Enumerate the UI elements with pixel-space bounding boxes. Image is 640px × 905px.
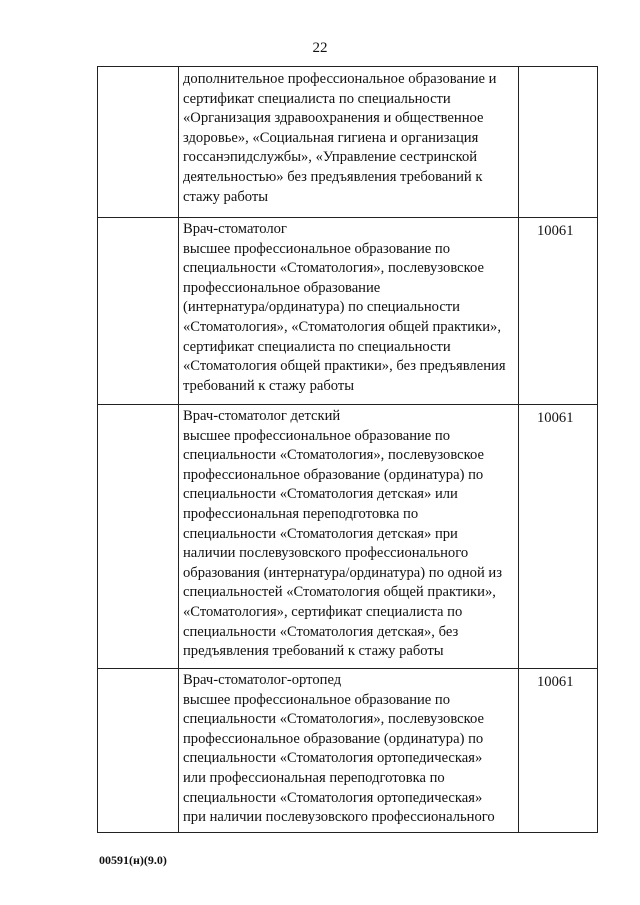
text-line: сертификат специалиста по специальности <box>183 338 451 355</box>
text-line: специальности «Стоматология», послевузовское <box>183 711 484 728</box>
empty-cell <box>98 669 179 833</box>
qualification-table <box>97 66 598 833</box>
text-line: дополнительное профессиональное образование и <box>183 71 497 87</box>
code-cell <box>519 218 598 405</box>
code-cell <box>519 67 598 218</box>
text-line: (интернатура/ординатура) по специальности <box>183 299 460 316</box>
text-line: «Стоматология общей практики», без предъявления <box>183 358 506 375</box>
table-row <box>98 67 598 218</box>
text-line: образования (интернатура/ординатура) по одной из <box>183 564 502 581</box>
empty-cell <box>98 405 179 669</box>
text-line: деятельностью» без предъявления требований к <box>183 168 483 185</box>
requirements-text <box>179 218 518 399</box>
position-code: 10061 <box>537 674 574 690</box>
empty-cell <box>98 67 179 218</box>
text-line: высшее профессиональное образование по <box>183 240 451 257</box>
document-footer-code: 00591(н)(9.0) <box>99 853 167 867</box>
text-line: специальности «Стоматология», послевузовское <box>183 447 484 464</box>
text-line: госсанэпидслужбы», «Управление сестринской <box>183 149 478 166</box>
code-cell <box>519 405 598 669</box>
table-row <box>98 218 598 405</box>
text-line: при наличии послевузовского профессионального <box>183 809 495 826</box>
text-line: специальности «Стоматология ортопедическая» <box>183 789 483 806</box>
text-line: специальности «Стоматология детская», без <box>183 623 459 640</box>
code-cell <box>519 669 598 833</box>
text-line: стажу работы <box>183 188 269 205</box>
text-line: Врач-стоматолог детский <box>183 408 341 424</box>
text-line: или профессиональная переподготовка по <box>183 769 445 786</box>
text-line: специальности «Стоматология ортопедическая» <box>183 750 483 767</box>
text-line: «Стоматология», сертификат специалиста по <box>183 603 463 620</box>
text-line: Врач-стоматолог <box>183 221 287 237</box>
text-line: «Стоматология», «Стоматология общей практики», <box>183 318 501 335</box>
text-line: требований к стажу работы <box>183 377 355 394</box>
table-row <box>98 669 598 833</box>
text-line: высшее профессиональное образование по <box>183 691 451 708</box>
requirements-cell <box>179 405 519 669</box>
requirements-text <box>179 67 518 210</box>
requirements-text <box>179 669 518 831</box>
text-line: специальности «Стоматология детская» или <box>183 486 458 503</box>
text-line: специальности «Стоматология детская» при <box>183 525 458 542</box>
text-line: здоровье», «Социальная гигиена и организация <box>183 129 479 146</box>
text-line: наличии послевузовского профессионального <box>183 545 469 562</box>
requirements-text <box>179 405 518 665</box>
text-line: высшее профессиональное образование по <box>183 427 451 444</box>
table-row <box>98 405 598 669</box>
empty-cell <box>98 218 179 405</box>
text-line: специальности «Стоматология», послевузовское <box>183 260 484 277</box>
text-line: профессиональное образование (ординатура) по <box>183 730 484 747</box>
text-line: профессиональная переподготовка по <box>183 505 419 522</box>
requirements-cell <box>179 67 519 218</box>
text-line: Врач-стоматолог-ортопед <box>183 672 342 688</box>
text-line: сертификат специалиста по специальности <box>183 90 451 107</box>
text-line: специальностей «Стоматология общей практики», <box>183 584 496 601</box>
text-line: профессиональное образование (ординатура) по <box>183 466 484 483</box>
text-line: «Организация здравоохранения и общественное <box>183 110 484 127</box>
requirements-cell <box>179 218 519 405</box>
requirements-cell <box>179 669 519 833</box>
position-code: 10061 <box>537 410 574 426</box>
text-line: предъявления требований к стажу работы <box>183 643 444 660</box>
page-number: 22 <box>312 40 328 56</box>
position-code: 10061 <box>537 223 574 239</box>
text-line: профессиональное образование <box>183 279 381 296</box>
position-code <box>519 67 597 71</box>
